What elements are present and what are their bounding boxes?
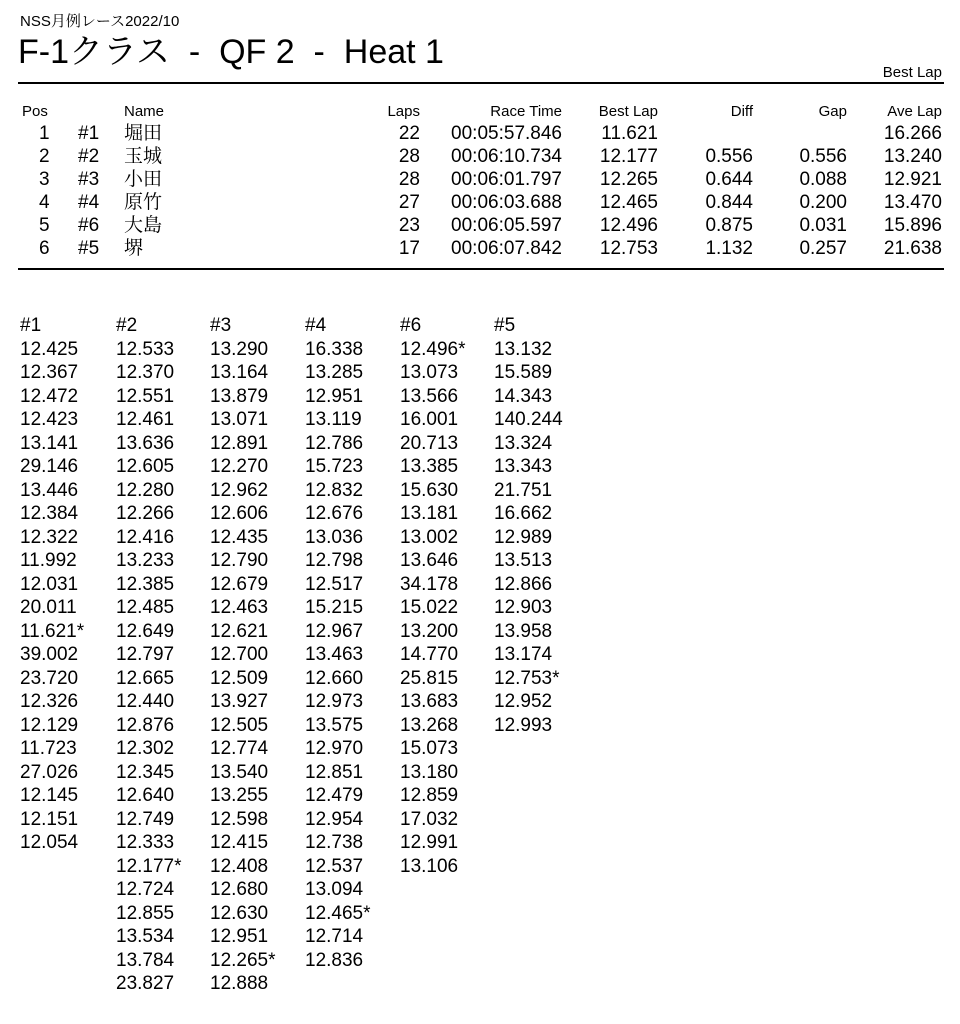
lap-time: 12.151 (20, 808, 79, 830)
lap-time: 13.324 (494, 432, 553, 454)
row-ave-lap: 16.266 (883, 123, 942, 144)
lap-time: 12.832 (305, 479, 364, 501)
lap-time: 13.290 (210, 338, 269, 360)
lap-time: 11.992 (20, 550, 77, 571)
lap-time: 12.415 (210, 832, 269, 853)
lap-time: 12.700 (210, 644, 269, 665)
lap-times-grid (0, 314, 960, 1024)
lap-time: 12.888 (210, 973, 269, 994)
lap-time: 12.866 (494, 573, 553, 595)
lap-time: 12.416 (116, 526, 175, 548)
lap-column-header: #6 (400, 315, 422, 336)
lap-time: 12.724 (116, 879, 175, 900)
lap-time: 12.973 (305, 691, 364, 712)
lap-column (305, 314, 371, 972)
lap-time: 12.665 (116, 667, 175, 689)
lap-time: 12.954 (305, 808, 364, 830)
row-best-lap: 12.265 (599, 169, 658, 190)
lap-time: 11.723 (20, 738, 77, 759)
row-pos: 5 (39, 215, 50, 236)
lap-time: 12.265* (210, 949, 276, 971)
lap-time: 12.621 (210, 620, 269, 642)
lap-time: 11.621* (20, 620, 85, 642)
lap-time: 13.636 (116, 432, 175, 454)
row-ave-lap: 15.896 (883, 215, 942, 236)
lap-time: 13.385 (400, 456, 459, 477)
lap-time: 21.751 (494, 479, 553, 501)
row-laps: 17 (398, 238, 420, 259)
bottom-divider (18, 268, 944, 270)
lap-time: 13.343 (494, 456, 553, 477)
row-laps: 28 (398, 146, 420, 167)
lap-time: 27.026 (20, 761, 79, 783)
lap-time: 12.435 (210, 526, 269, 548)
row-diff: 0.875 (705, 215, 753, 236)
lap-time: 13.879 (210, 385, 269, 407)
row-driver-name: 原竹 (124, 192, 163, 213)
lap-time: 17.032 (400, 808, 459, 830)
lap-time: 12.054 (20, 832, 79, 853)
lap-time: 12.679 (210, 573, 269, 595)
lap-time: 12.408 (210, 855, 269, 877)
lap-time: 13.164 (210, 362, 269, 383)
header-ave-lap: Ave Lap (887, 103, 942, 120)
row-gap: 0.088 (799, 169, 847, 190)
lap-time: 15.215 (305, 597, 364, 618)
lap-time: 13.958 (494, 620, 553, 642)
row-pos: 6 (39, 238, 50, 259)
lap-time: 13.071 (210, 409, 269, 430)
header-name: Name (124, 103, 165, 120)
row-best-lap: 12.177 (599, 146, 658, 167)
lap-time: 13.119 (305, 409, 362, 430)
lap-time: 12.605 (116, 456, 175, 477)
lap-time: 16.338 (305, 338, 364, 360)
lap-column-header: #1 (20, 315, 42, 336)
lap-time: 23.827 (116, 973, 175, 994)
lap-time: 13.141 (20, 432, 79, 454)
page-title: F-1クラス - QF 2 - Heat 1 (18, 33, 444, 71)
row-driver-name: 堀田 (124, 123, 163, 144)
lap-time: 12.425 (20, 338, 79, 360)
row-race-time: 00:06:01.797 (451, 169, 562, 190)
lap-time: 12.145 (20, 785, 79, 806)
lap-time: 12.738 (305, 832, 364, 853)
lap-time: 12.790 (210, 550, 269, 571)
lap-time: 12.423 (20, 409, 79, 430)
row-driver-name: 玉城 (124, 146, 163, 167)
lap-time: 12.749 (116, 808, 175, 830)
lap-column-header: #2 (116, 315, 138, 336)
lap-time: 12.485 (116, 597, 175, 618)
lap-time: 12.753* (494, 667, 560, 689)
lap-time: 12.660 (305, 667, 364, 689)
lap-time: 12.463 (210, 597, 269, 618)
lap-time: 12.517 (305, 573, 364, 595)
lap-time: 12.270 (210, 456, 269, 477)
lap-time: 12.630 (210, 902, 269, 924)
lap-time: 12.876 (116, 714, 175, 736)
lap-time: 12.465* (305, 902, 371, 924)
lap-time: 13.106 (400, 855, 459, 877)
lap-time: 12.384 (20, 503, 79, 524)
lap-time: 20.011 (20, 597, 77, 618)
lap-time: 12.345 (116, 761, 175, 783)
row-race-time: 00:06:07.842 (451, 238, 562, 259)
row-best-lap: 12.465 (599, 192, 658, 213)
lap-time: 13.513 (494, 550, 553, 571)
lap-time: 15.073 (400, 738, 459, 759)
lap-time: 12.606 (210, 503, 269, 524)
row-driver-name: 小田 (124, 169, 163, 190)
row-pos: 1 (39, 123, 50, 144)
lap-time: 15.723 (305, 456, 364, 477)
lap-time: 12.302 (116, 738, 175, 759)
row-gap: 0.200 (799, 192, 847, 213)
row-best-lap: 12.753 (599, 238, 658, 259)
lap-time: 13.784 (116, 949, 175, 971)
lap-column (494, 314, 563, 737)
lap-time: 13.646 (400, 550, 459, 571)
lap-time: 12.370 (116, 362, 175, 383)
lap-time: 12.891 (210, 432, 269, 454)
lap-time: 12.385 (116, 573, 175, 595)
lap-time: 12.798 (305, 550, 364, 571)
lap-time: 12.859 (400, 785, 459, 806)
lap-time: 12.851 (305, 761, 364, 783)
row-best-lap: 11.621 (601, 123, 658, 144)
row-diff: 1.132 (705, 238, 753, 259)
lap-time: 13.463 (305, 644, 364, 665)
lap-time: 12.640 (116, 785, 175, 806)
row-car-number: #5 (78, 238, 100, 259)
lap-time: 140.244 (494, 409, 563, 430)
lap-time: 12.970 (305, 738, 364, 759)
row-diff: 0.644 (705, 169, 753, 190)
lap-time: 12.836 (305, 949, 364, 971)
lap-time: 13.566 (400, 385, 459, 407)
row-car-number: #3 (78, 169, 100, 190)
header-race-time: Race Time (490, 103, 562, 120)
lap-time: 13.073 (400, 362, 459, 383)
lap-column (210, 314, 276, 996)
lap-time: 12.951 (210, 926, 269, 947)
lap-time: 34.178 (400, 573, 459, 595)
lap-time: 13.002 (400, 526, 459, 548)
lap-time: 13.200 (400, 620, 459, 642)
lap-time: 12.266 (116, 503, 175, 524)
lap-time: 13.180 (400, 761, 459, 783)
row-laps: 28 (398, 169, 420, 190)
best-lap-note: Best Lap (882, 64, 942, 81)
lap-time: 14.770 (400, 644, 459, 665)
lap-time: 12.797 (116, 644, 175, 665)
row-diff: 0.556 (705, 146, 753, 167)
row-pos: 2 (39, 146, 50, 167)
lap-time: 12.440 (116, 691, 175, 712)
lap-time: 12.676 (305, 503, 364, 524)
lap-time: 12.326 (20, 691, 79, 712)
lap-time: 16.662 (494, 503, 553, 524)
lap-time: 20.713 (400, 432, 459, 454)
lap-column (400, 314, 466, 878)
lap-time: 13.174 (494, 644, 553, 665)
lap-time: 12.479 (305, 785, 364, 806)
lap-time: 12.551 (116, 385, 175, 407)
header-diff: Diff (730, 103, 753, 120)
lap-time: 13.132 (494, 338, 553, 360)
lap-time: 13.927 (210, 691, 269, 712)
lap-column-header: #5 (494, 315, 516, 336)
header-gap: Gap (818, 103, 847, 120)
lap-time: 12.537 (305, 855, 364, 877)
lap-time: 12.472 (20, 385, 79, 407)
header-laps: Laps (387, 103, 420, 120)
event-subtitle: NSS月例レース2022/10 (20, 13, 180, 30)
row-diff: 0.844 (705, 192, 753, 213)
lap-column-header: #3 (210, 315, 232, 336)
lap-time: 12.461 (116, 409, 175, 430)
lap-time: 12.129 (20, 714, 79, 736)
row-race-time: 00:06:03.688 (451, 192, 562, 213)
lap-time: 12.031 (20, 573, 79, 595)
lap-time: 12.280 (116, 479, 175, 501)
row-ave-lap: 13.470 (883, 192, 942, 213)
lap-time: 13.683 (400, 691, 459, 712)
lap-time: 29.146 (20, 456, 79, 477)
lap-time: 12.967 (305, 620, 364, 642)
lap-time: 12.774 (210, 738, 269, 759)
lap-time: 12.903 (494, 597, 553, 618)
lap-time: 13.575 (305, 714, 364, 736)
lap-time: 12.855 (116, 902, 175, 924)
lap-time: 13.233 (116, 550, 175, 571)
row-laps: 22 (398, 123, 420, 144)
lap-time: 13.446 (20, 479, 79, 501)
lap-time: 13.094 (305, 879, 364, 900)
lap-time: 12.951 (305, 385, 364, 407)
lap-time: 12.952 (494, 691, 553, 712)
lap-time: 12.993 (494, 714, 553, 736)
lap-time: 13.181 (400, 503, 459, 524)
lap-column-header: #4 (305, 315, 327, 336)
lap-column (116, 314, 182, 996)
row-pos: 3 (39, 169, 50, 190)
row-race-time: 00:06:05.597 (451, 215, 562, 236)
lap-time: 12.505 (210, 714, 269, 736)
lap-time: 13.036 (305, 526, 364, 548)
row-gap: 0.257 (799, 238, 847, 259)
row-race-time: 00:05:57.846 (451, 123, 562, 144)
lap-time: 12.714 (305, 926, 364, 947)
row-gap: 0.556 (799, 146, 847, 167)
lap-time: 13.540 (210, 761, 269, 783)
lap-time: 12.989 (494, 526, 553, 548)
lap-column (20, 314, 84, 855)
row-laps: 23 (398, 215, 420, 236)
lap-time: 12.333 (116, 832, 175, 853)
row-car-number: #2 (78, 146, 100, 167)
lap-time: 12.533 (116, 338, 175, 360)
lap-time: 14.343 (494, 385, 553, 407)
row-pos: 4 (39, 192, 50, 213)
row-best-lap: 12.496 (599, 215, 658, 236)
lap-time: 12.680 (210, 879, 269, 900)
lap-time: 23.720 (20, 667, 79, 689)
lap-time: 25.815 (400, 667, 459, 689)
results-table (0, 0, 960, 280)
lap-time: 39.002 (20, 644, 79, 665)
lap-time: 12.649 (116, 620, 175, 642)
lap-time: 13.268 (400, 714, 459, 736)
lap-time: 12.598 (210, 808, 269, 830)
lap-time: 12.496* (400, 338, 466, 360)
lap-time: 12.367 (20, 362, 79, 383)
row-car-number: #6 (78, 215, 100, 236)
row-driver-name: 堺 (124, 238, 144, 259)
row-car-number: #4 (78, 192, 100, 213)
row-ave-lap: 13.240 (883, 146, 942, 167)
row-gap: 0.031 (799, 215, 847, 236)
row-ave-lap: 21.638 (883, 238, 942, 259)
lap-time: 12.509 (210, 667, 269, 689)
lap-time: 12.177* (116, 855, 182, 877)
lap-time: 16.001 (400, 409, 459, 430)
lap-time: 15.630 (400, 479, 459, 501)
lap-time: 12.322 (20, 526, 79, 548)
lap-time: 15.022 (400, 597, 459, 618)
lap-time: 12.991 (400, 832, 459, 853)
lap-time: 12.962 (210, 479, 269, 501)
lap-time: 15.589 (494, 362, 553, 383)
lap-time: 12.786 (305, 432, 364, 454)
row-ave-lap: 12.921 (883, 169, 942, 190)
row-car-number: #1 (78, 123, 100, 144)
row-driver-name: 大島 (124, 215, 163, 236)
lap-time: 13.285 (305, 362, 364, 383)
lap-time: 13.534 (116, 926, 175, 947)
row-laps: 27 (398, 192, 420, 213)
header-pos: Pos (22, 103, 48, 120)
header-best-lap: Best Lap (598, 103, 658, 120)
row-race-time: 00:06:10.734 (451, 146, 562, 167)
lap-time: 13.255 (210, 785, 269, 806)
